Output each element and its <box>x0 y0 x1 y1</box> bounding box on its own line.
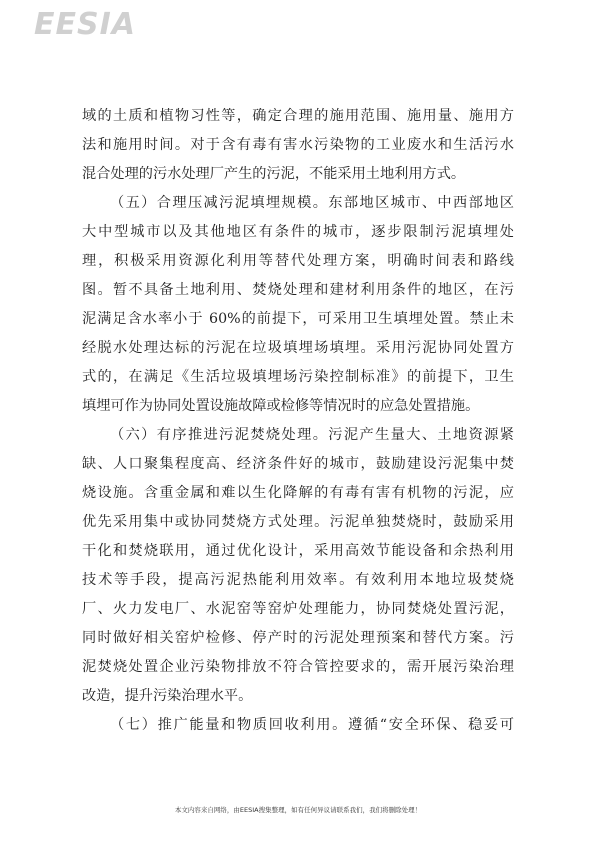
text-line: 填埋可作为协同处置设施故障或检修等情况时的应急处置措施。 <box>82 398 480 414</box>
text-line: 泥满足含水率小于 60%的前提下，可采用卫生填埋处置。禁止未 <box>82 311 514 327</box>
text-line: 法和施用时间。对于含有毒有害水污染物的工业废水和生活污水 <box>82 137 514 153</box>
paragraph-heading-line: （六）有序推进污泥焚烧处理。污泥产生量大、土地资源紧 <box>110 427 514 443</box>
text-line: 厂、火力发电厂、水泥窑等窑炉处理能力，协同焚烧处置污泥， <box>82 601 514 617</box>
text-line: 改造，提升污染治理水平。 <box>82 688 253 704</box>
text-line: 理，积极采用资源化利用等替代处理方案，明确时间表和路线 <box>82 253 514 269</box>
text-line: 混合处理的污水处理厂产生的污泥，不能采用土地利用方式。 <box>82 166 466 182</box>
paragraph-heading-line: （七）推广能量和物质回收利用。遵循“安全环保、稳妥可 <box>110 717 514 733</box>
text-line: 缺、人口聚集程度高、经济条件好的城市，鼓励建设污泥集中焚 <box>82 456 514 472</box>
text-line: 图。暂不具备土地利用、焚烧处理和建材利用条件的地区，在污 <box>82 282 514 298</box>
text-line: 烧设施。含重金属和难以生化降解的有毒有害有机物的污泥，应 <box>82 485 514 501</box>
text-line: 技术等手段，提高污泥热能利用效率。有效利用本地垃圾焚烧 <box>82 572 514 588</box>
text-line: 式的，在满足《生活垃圾填埋场污染控制标准》的前提下，卫生 <box>82 369 514 385</box>
footer-disclaimer: 本文内容来自网络，由EESIA搜集整理，如有任何异议请联系我们，我们将删除处理！ <box>174 806 422 814</box>
text-line: 经脱水处理达标的污泥在垃圾填埋场填埋。采用污泥协同处置方 <box>82 340 514 356</box>
text-line: 同时做好相关窑炉检修、停产时的污泥处理预案和替代方案。污 <box>82 630 514 646</box>
text-line: 大中型城市以及其他地区有条件的城市，逐步限制污泥填埋处 <box>82 224 514 240</box>
eesia-logo: EESIA <box>34 7 136 42</box>
text-line: 干化和焚烧联用，通过优化设计，采用高效节能设备和余热利用 <box>82 543 514 559</box>
document-body <box>82 102 514 740</box>
text-line: 优先采用集中或协同焚烧方式处理。污泥单独焚烧时，鼓励采用 <box>82 514 514 530</box>
paragraph-heading-line: （五）合理压减污泥填埋规模。东部地区城市、中西部地区 <box>110 195 514 211</box>
text-line: 泥焚烧处置企业污染物排放不符合管控要求的，需开展污染治理 <box>82 659 514 675</box>
text-line: 域的土质和植物习性等，确定合理的施用范围、施用量、施用方 <box>82 108 514 124</box>
